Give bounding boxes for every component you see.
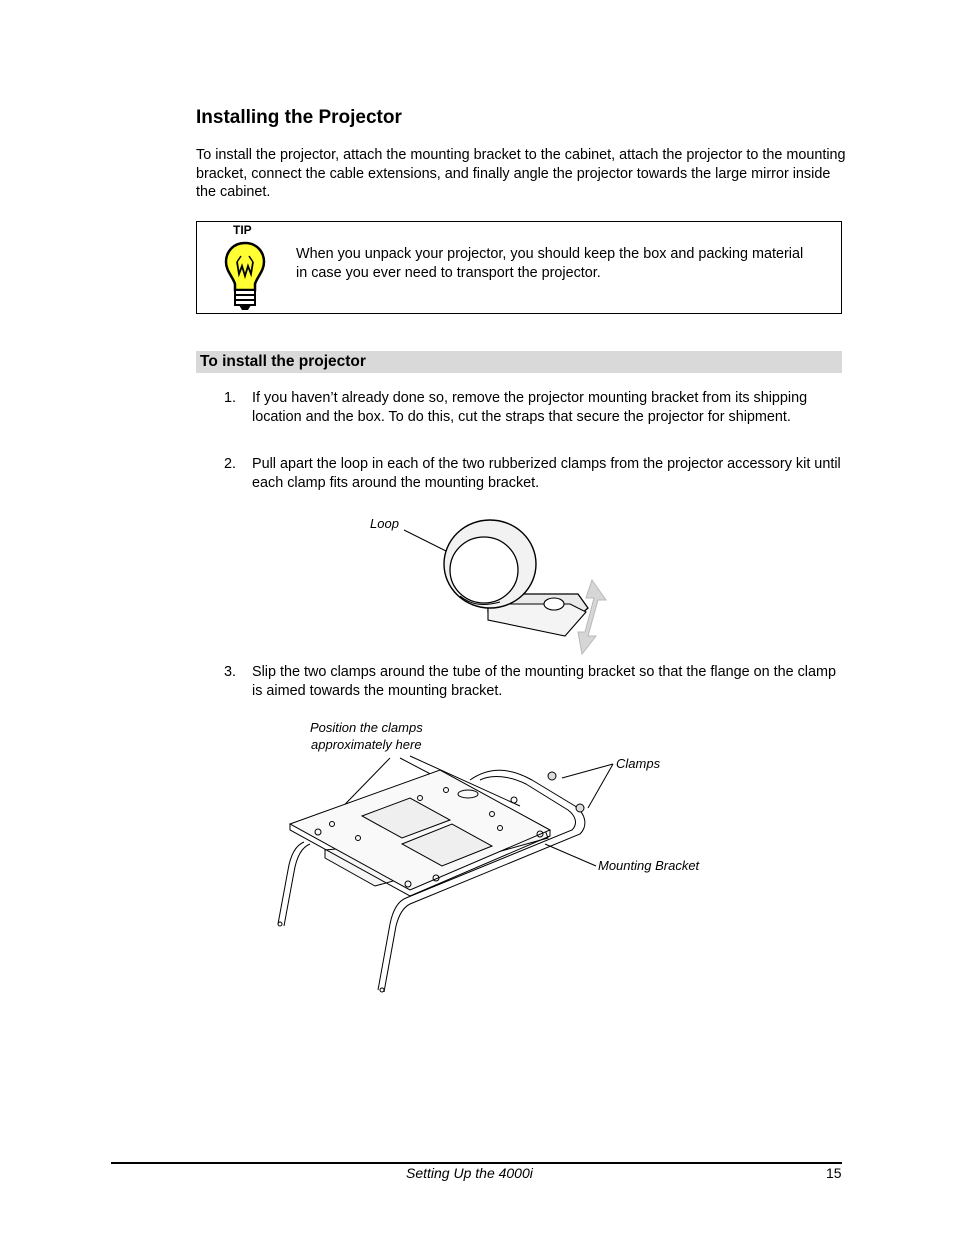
tip-box [196,221,842,314]
step-text: Slip the two clamps around the tube of the mounting bracket so that the flange on the clamp is aimed towards the mounting bracket. [252,664,836,699]
footer-rule [111,1162,842,1164]
bracket-figure [270,718,720,998]
lightbulb-icon [224,240,266,312]
bracket-illustration [270,718,720,998]
section-title: Installing the Projector [196,107,402,128]
tip-text: When you unpack your projector, you should keep the box and packing material in case you ever need to transport the projector. [296,246,804,281]
step-text: Pull apart the loop in each of the two rubberized clamps from the projector accessory kit until each clamp fits around the mounting bracket. [252,456,841,491]
position-label-line2: approximately here [311,737,422,752]
position-label-line1: Position the clamps [310,720,423,735]
step-number: 1. [224,390,237,406]
step-text: If you haven’t already done so, remove the projector mounting bracket from its shipping location and the box. To do this, cut the straps that secure the projector for shipment. [252,390,808,425]
loop-label: Loop [370,516,399,531]
tip-label: TIP [233,223,252,237]
procedure-header: To install the projector [196,351,842,373]
page-number: 15 [826,1165,842,1181]
clamp-figure [360,508,620,658]
mounting-bracket-label: Mounting Bracket [598,858,700,873]
step-number: 2. [224,456,237,472]
clamp-illustration [360,508,620,658]
footer-title: Setting Up the 4000i [406,1165,533,1181]
intro-paragraph: To install the projector, attach the mounting bracket to the cabinet, attach the projector to the mounting bracket, connect the cable extensions, and finally angle the projector towards the large mirror inside the cabinet. [196,147,846,201]
step-number: 3. [224,664,237,680]
clamps-label: Clamps [616,756,661,771]
